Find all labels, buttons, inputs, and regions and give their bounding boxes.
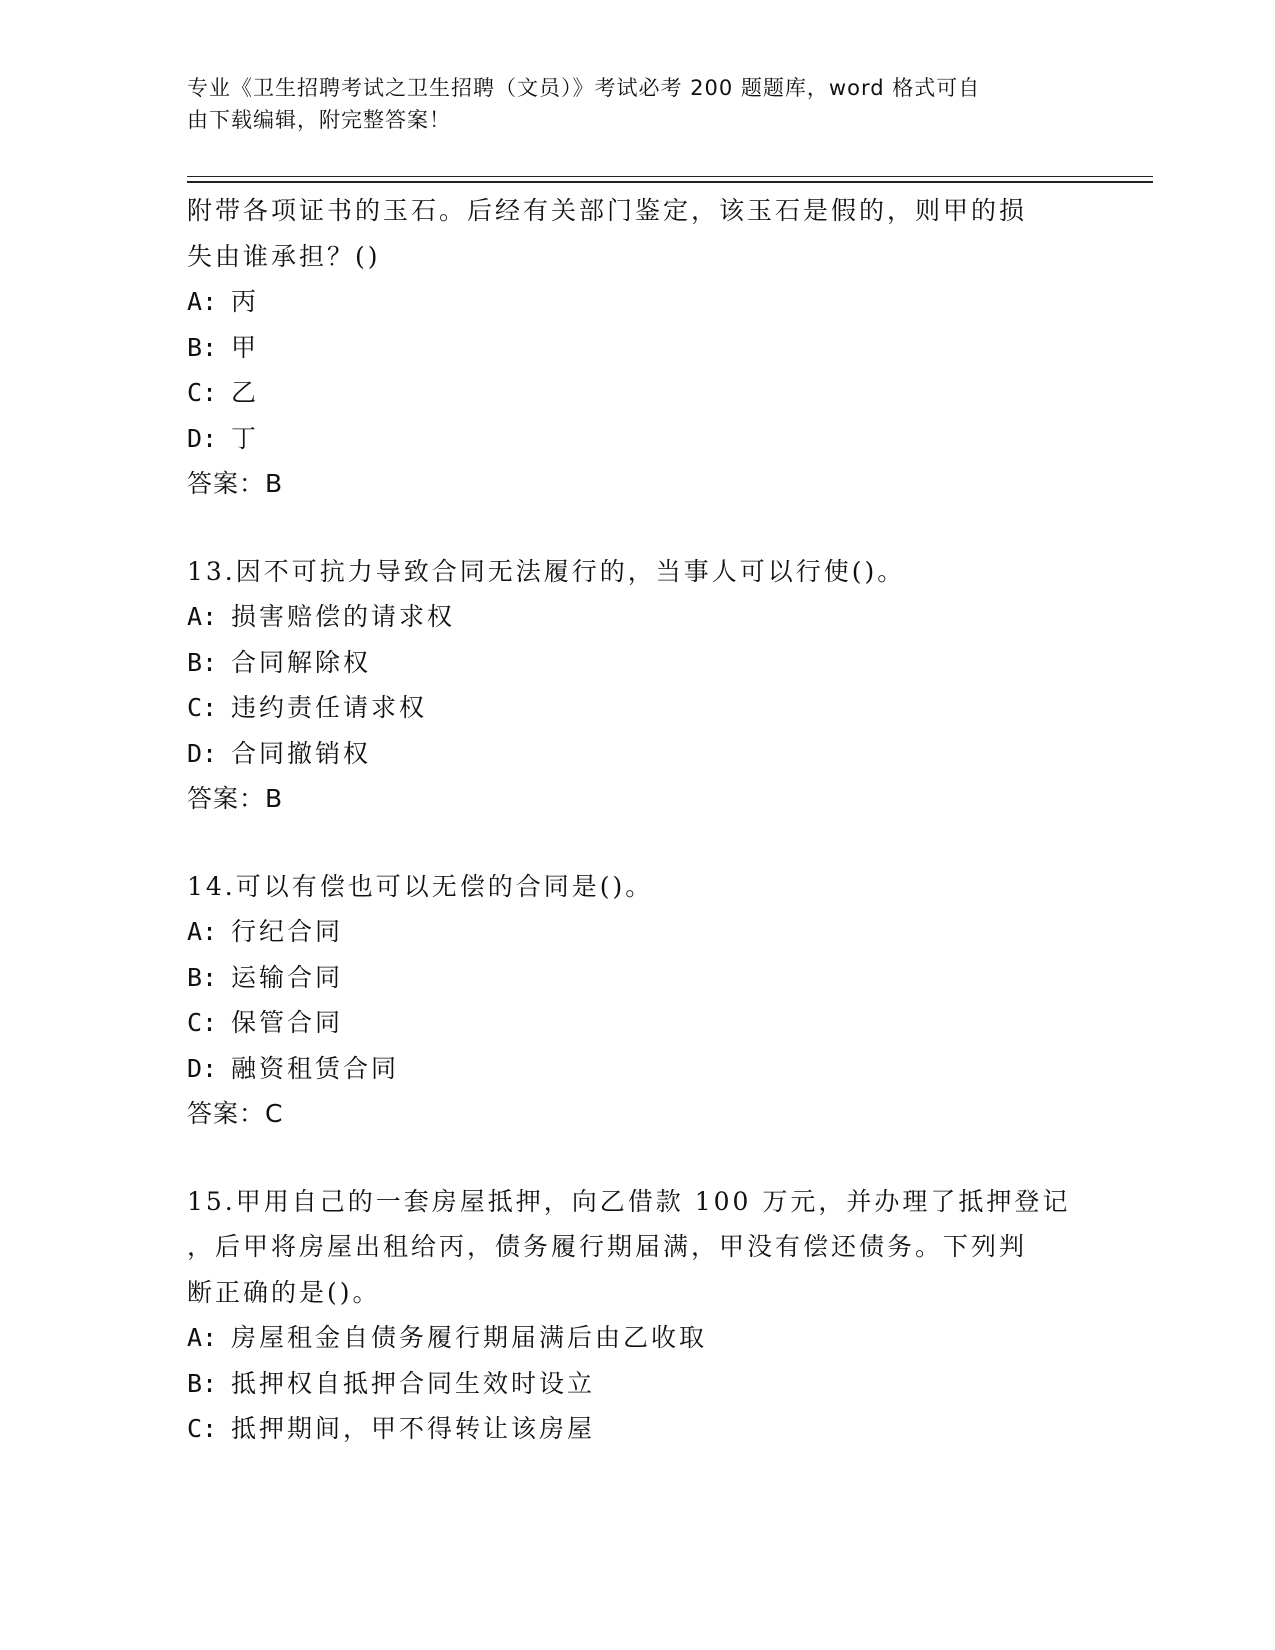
option-text: 丙 <box>231 287 260 316</box>
option-text: 损害赔偿的请求权 <box>231 602 456 631</box>
option-b <box>187 1361 1087 1407</box>
option-d <box>187 1046 1087 1092</box>
option-letter: A: <box>187 287 218 316</box>
option-text: 融资租赁合同 <box>231 1053 400 1083</box>
question-14 <box>187 864 1087 1137</box>
option-letter: B: <box>187 332 218 362</box>
option-letter: C: <box>187 378 218 407</box>
option-text: 合同解除权 <box>231 647 372 677</box>
option-c <box>187 370 1087 416</box>
question-text-line: ，后甲将房屋出租给丙，债务履行期届满，甲没有偿还债务。下列判 <box>187 1232 1028 1261</box>
option-letter: A: <box>187 917 218 946</box>
question-text-line: 15.甲用自己的一套房屋抵押，向乙借款 100 万元，并办理了抵押登记 <box>187 1186 1071 1216</box>
option-letter: C: <box>187 1414 218 1443</box>
answer-line: 答案：B <box>187 469 284 498</box>
option-letter: C: <box>187 693 218 722</box>
option-letter: D: <box>187 423 218 453</box>
option-letter: B: <box>187 1368 218 1398</box>
question-list <box>187 188 1087 1452</box>
option-b <box>187 640 1087 686</box>
option-letter: A: <box>187 1323 218 1352</box>
option-a <box>187 279 1087 325</box>
question-15 <box>187 1179 1087 1452</box>
question-continued <box>187 188 1087 507</box>
document-header <box>187 72 1067 136</box>
option-text: 保管合同 <box>231 1008 344 1037</box>
option-letter: A: <box>187 602 218 631</box>
option-text: 违约责任请求权 <box>231 693 428 722</box>
question-text-line: 失由谁承担？() <box>187 241 381 271</box>
option-text: 抵押权自抵押合同生效时设立 <box>231 1368 596 1398</box>
option-text: 合同撤销权 <box>231 738 372 768</box>
option-letter: B: <box>187 647 218 677</box>
option-a <box>187 1315 1087 1361</box>
option-a <box>187 594 1087 640</box>
question-13 <box>187 549 1087 822</box>
option-text: 房屋租金自债务履行期届满后由乙收取 <box>231 1323 708 1352</box>
option-b <box>187 955 1087 1001</box>
option-d <box>187 416 1087 462</box>
option-text: 甲 <box>231 332 260 362</box>
option-letter: D: <box>187 1053 218 1083</box>
header-rule-thick <box>187 181 1153 183</box>
option-b <box>187 325 1087 371</box>
answer-line: 答案：B <box>187 784 284 813</box>
option-text: 乙 <box>231 378 260 407</box>
header-title-line-2: 由下载编辑，附完整答案！ <box>187 108 451 132</box>
question-text-line: 13.因不可抗力导致合同无法履行的，当事人可以行使()。 <box>187 556 906 586</box>
option-text: 行纪合同 <box>231 917 344 946</box>
option-text: 抵押期间，甲不得转让该房屋 <box>231 1414 596 1443</box>
option-letter: D: <box>187 738 218 768</box>
header-title-line-1: 专业《卫生招聘考试之卫生招聘（文员）》考试必考 200 题题库，word 格式可自 <box>187 76 981 100</box>
option-text: 运输合同 <box>231 962 344 992</box>
option-c <box>187 685 1087 731</box>
question-text-line: 断正确的是()。 <box>187 1277 381 1307</box>
option-c <box>187 1000 1087 1046</box>
header-rule-thin <box>187 176 1153 177</box>
option-a <box>187 909 1087 955</box>
option-letter: B: <box>187 962 218 992</box>
question-text-line: 附带各项证书的玉石。后经有关部门鉴定，该玉石是假的，则甲的损 <box>187 196 1028 225</box>
option-letter: C: <box>187 1008 218 1037</box>
option-c <box>187 1406 1087 1452</box>
option-text: 丁 <box>231 423 260 453</box>
answer-line: 答案：C <box>187 1099 284 1128</box>
question-text-line: 14.可以有偿也可以无偿的合同是()。 <box>187 871 654 901</box>
option-d <box>187 731 1087 777</box>
